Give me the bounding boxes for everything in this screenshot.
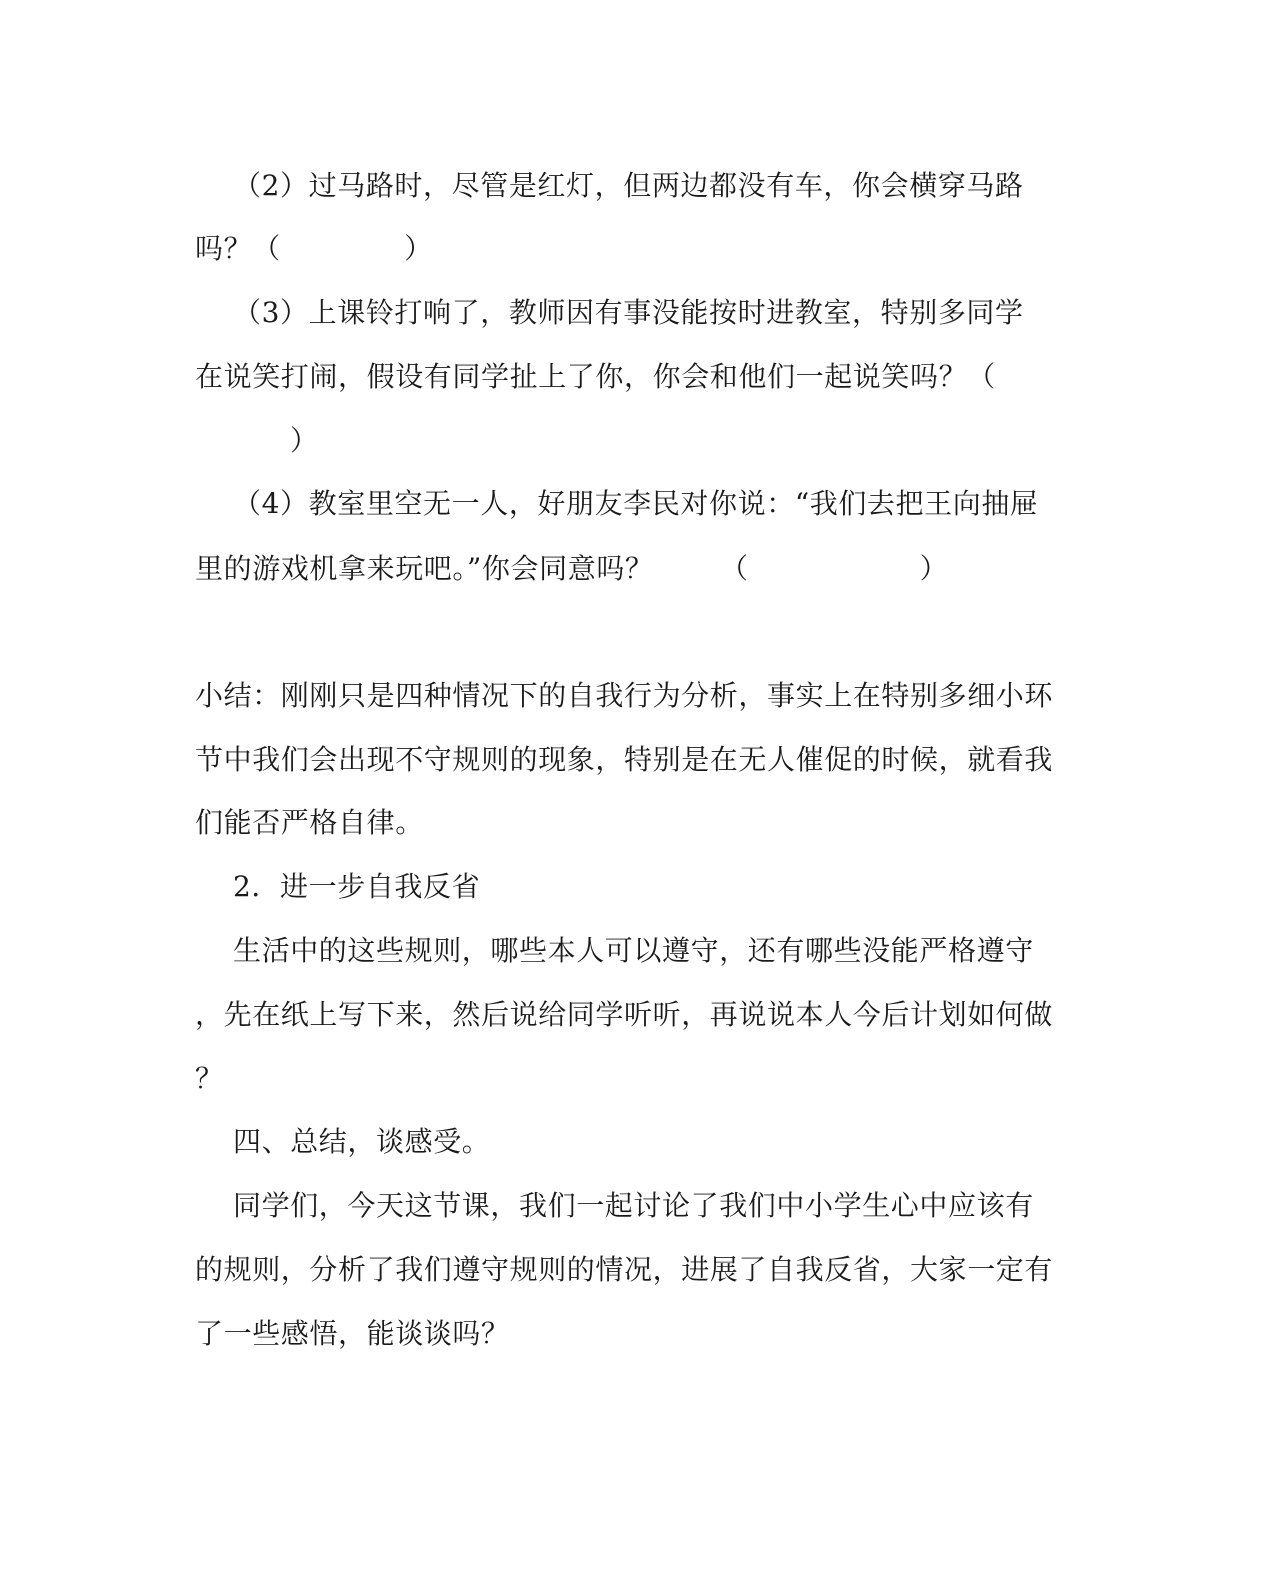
summary-line-2: 节中我们会出现不守规则的现象，特别是在无人催促的时候，就看我 — [195, 743, 1054, 776]
summary-line-1: 小结：刚刚只是四种情况下的自我行为分析，事实上在特别多细小环 — [195, 679, 1054, 712]
question-3-line-3: ） — [195, 424, 319, 457]
reflection-line-3: ？ — [195, 1062, 224, 1095]
reflection-line-1: 生活中的这些规则，哪些本人可以遵守，还有哪些没能严格遵守 — [195, 934, 1034, 967]
conclusion-line-3: 了一些感悟，能谈谈吗？ — [195, 1317, 510, 1350]
conclusion-line-2: 的规则，分析了我们遵守规则的情况，进展了自我反省，大家一定有 — [195, 1253, 1054, 1286]
reflection-line-2: ，先在纸上写下来，然后说给同学听听，再说说本人今后计划如何做 — [195, 998, 1054, 1031]
section-heading-2: 2．进一步自我反省 — [195, 870, 481, 903]
section-heading-4: 四、总结，谈感受。 — [195, 1125, 491, 1158]
question-2-line-1: （2）过马路时，尽管是红灯，但两边都没有车，你会横穿马路 — [195, 169, 1024, 202]
question-4-line-1: （4）教室里空无一人，好朋友李民对你说：“我们去把王向抽屉 — [195, 487, 1039, 520]
conclusion-line-1: 同学们，今天这节课，我们一起讨论了我们中小学生心中应该有 — [195, 1189, 1034, 1222]
question-4-line-2: 里的游戏机拿来玩吧。”你会同意吗？ （ ） — [195, 552, 949, 585]
summary-line-3: 们能否严格自律。 — [195, 806, 424, 839]
question-2-line-2: 吗？（ ） — [195, 232, 433, 265]
question-3-line-1: （3）上课铃打响了，教师因有事没能按时进教室，特别多同学 — [195, 296, 1024, 329]
question-3-line-2: 在说笑打闹，假设有同学扯上了你，你会和他们一起说笑吗？（ — [195, 360, 996, 393]
